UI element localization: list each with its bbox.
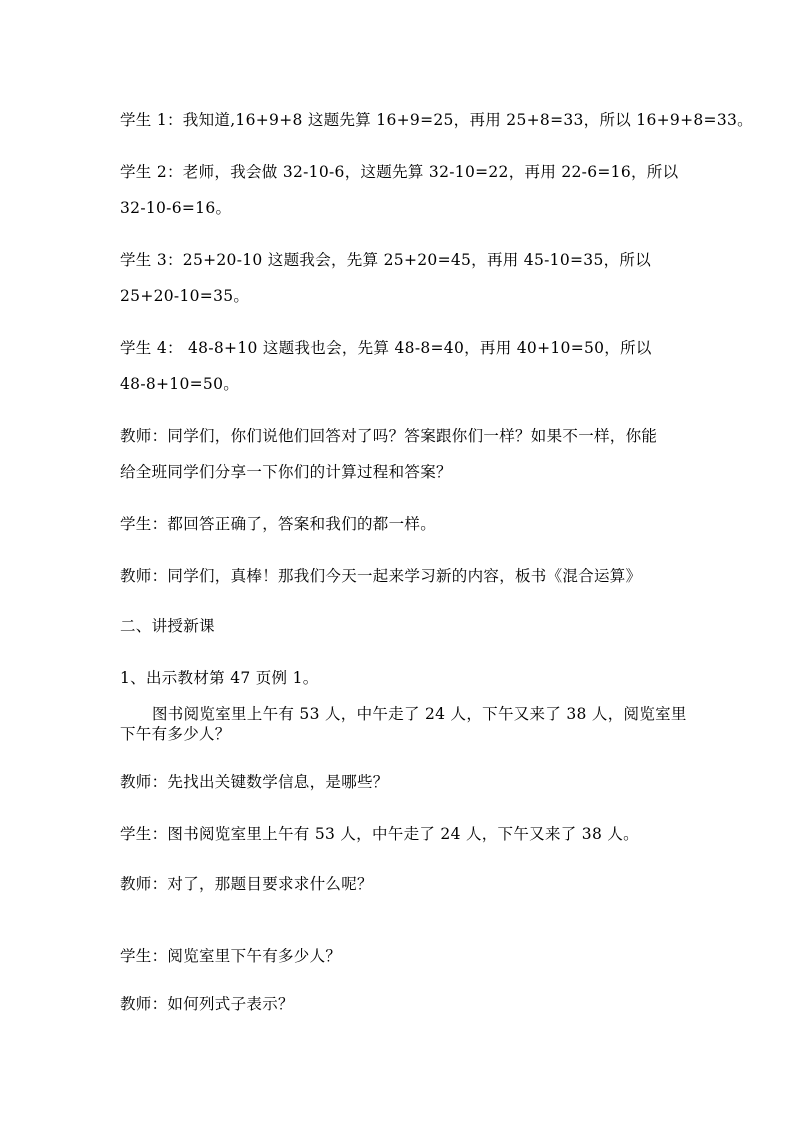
- student-4-answer: 学生 4： 48-8+10 这题我也会，先算 48-8=40，再用 40+10=50，所以: [120, 339, 652, 357]
- teacher-intro-new-lesson: 教师：同学们，真棒！那我们今天一起来学习新的内容，板书《混合运算》: [120, 567, 642, 585]
- student-3-answer: 学生 3：25+20-10 这题我会，先算 25+20=45，再用 45-10=35，所以: [120, 251, 652, 269]
- student-question-restated: 学生：阅览室里下午有多少人？: [120, 947, 342, 965]
- student-2-answer-continued: 32-10-6=16。: [120, 199, 232, 217]
- teacher-question: 教师：同学们，你们说他们回答对了吗？答案跟你们一样？如果不一样，你能: [120, 427, 658, 445]
- teacher-question-continued: 给全班同学们分享一下你们的计算过程和答案？: [120, 463, 452, 481]
- students-reply: 学生：都回答正确了，答案和我们的都一样。: [120, 515, 437, 533]
- example-heading: 1、出示教材第 47 页例 1。: [120, 669, 319, 687]
- student-1-answer: 学生 1：我知道,16+9+8 这题先算 16+9=25，再用 25+8=33，所以 16+9+8=33。: [120, 111, 753, 129]
- example-problem-continued: 下午有多少人？: [120, 725, 231, 743]
- teacher-what-asked: 教师：对了，那题目要求求什么呢？: [120, 875, 373, 893]
- student-4-answer-continued: 48-8+10=50。: [120, 375, 240, 393]
- student-2-answer: 学生 2：老师，我会做 32-10-6，这题先算 32-10=22，再用 22-6=16，所以: [120, 163, 679, 181]
- example-problem: 图书阅览室里上午有 53 人，中午走了 24 人，下午又来了 38 人，阅览室里: [152, 705, 687, 723]
- section-heading: 二、讲授新课: [120, 617, 215, 635]
- teacher-how-to-write-expression: 教师：如何列式子表示？: [120, 995, 294, 1013]
- student-key-info: 学生：图书阅览室里上午有 53 人，中午走了 24 人，下午又来了 38 人。: [120, 825, 639, 843]
- teacher-find-info: 教师：先找出关键数学信息，是哪些？: [120, 773, 389, 791]
- student-3-answer-continued: 25+20-10=35。: [120, 287, 250, 305]
